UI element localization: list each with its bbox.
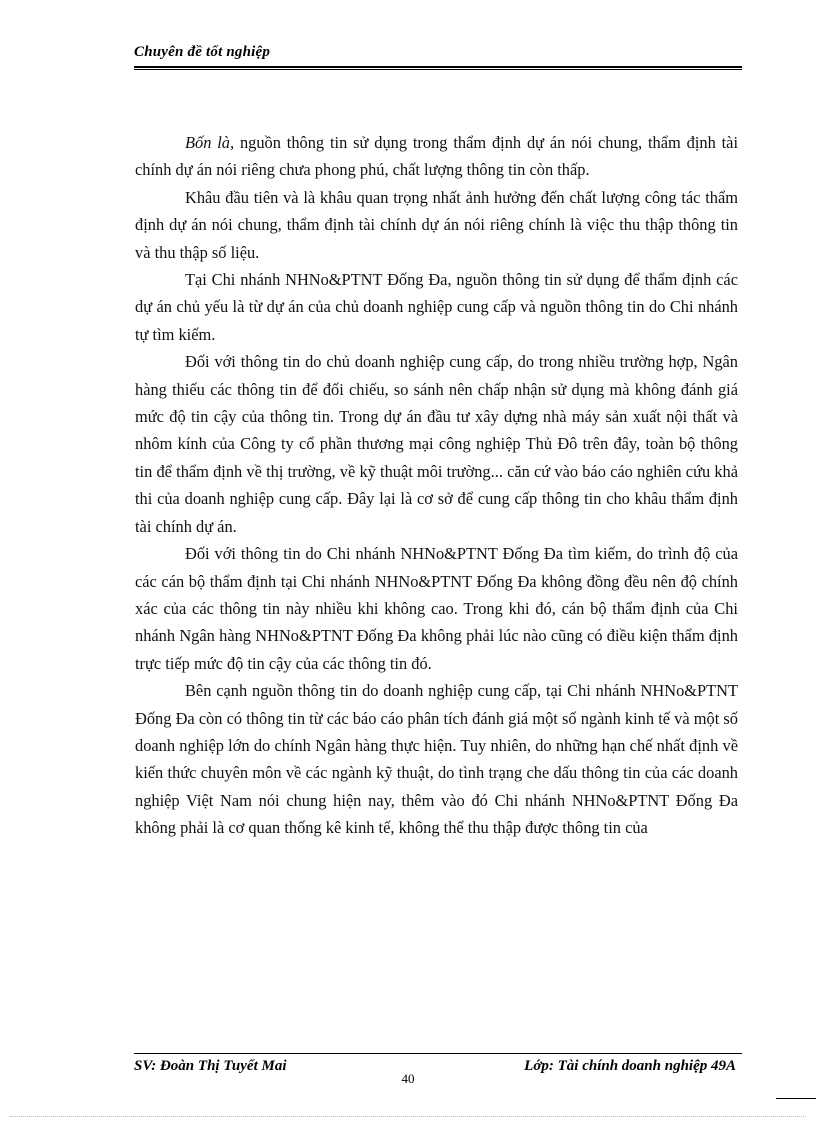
header-divider [134, 66, 742, 68]
paragraph-4: Đối với thông tin do chủ doanh nghiệp cung cấp, do trong nhiều trường hợp, Ngân hàng thiếu các thông tin để đối chiếu, so sánh nên chấp nhận sử dụng mà không đánh giá mức độ tin cậy của thông tin. Trong dự án đầu tư xây dựng nhà máy sản xuất nội thất và nhôm kính của Công ty cổ phần thương mại công nghiệp Thủ Đô trên đây, toàn bộ thông tin để thẩm định về thị trường, về kỹ thuật môi trường... căn cứ vào báo cáo nghiên cứu khả thi của doanh nghiệp cung cấp. Đây lại là cơ sở để cung cấp thông tin cho khâu thẩm định tài chính dự án. [135, 352, 738, 536]
page-number: 40 [401, 1071, 415, 1086]
header-divider-thin [134, 69, 742, 70]
footer-student: SV: Đoàn Thị Tuyết Mai [134, 1058, 287, 1074]
paragraph-1 [135, 129, 738, 184]
paragraph-3: Tại Chi nhánh NHNo&PTNT Đống Đa, nguồn thông tin sử dụng để thẩm định các dự án chủ yếu là từ dự án của chủ doanh nghiệp cung cấp và nguồn thông tin do Chi nhánh tự tìm kiếm. [135, 270, 738, 344]
footer-divider [134, 1053, 742, 1054]
paragraph-2: Khâu đầu tiên và là khâu quan trọng nhất ảnh hưởng đến chất lượng công tác thẩm định dự án nói chung, thẩm định tài chính dự án nói riêng chính là việc thu thập thông tin và thu thập số liệu. [135, 187, 738, 262]
paragraph-1-lead: Bốn là, [185, 133, 235, 152]
paragraph-6: Bên cạnh nguồn thông tin do doanh nghiệp cung cấp, tại Chi nhánh NHNo&PTNT Đống Đa còn có thông tin từ các báo cáo phân tích đánh giá một số ngành kinh tế và một số doanh nghiệp lớn do chính Ngân hàng thực hiện. Tuy nhiên, do những hạn chế nhất định về kiến thức chuyên môn về các ngành kỹ thuật, do tình trạng che dấu thông tin của các doanh nghiệp Việt Nam nói chung hiện nay, thêm vào đó Chi nhánh NHNo&PTNT Đống Đa không phải là cơ quan thống kê kinh tế, không thể thu thập được thông tin của [135, 681, 738, 838]
header-title: Chuyên đề tốt nghiệp [134, 44, 271, 60]
body-text [135, 129, 738, 842]
edge-mark [776, 1098, 816, 1099]
footer-class: Lớp: Tài chính doanh nghiệp 49A [524, 1058, 736, 1074]
paragraph-1-text: nguồn thông tin sử dụng trong thẩm định dự án nói chung, thẩm định tài chính dự án nói riêng chưa phong phú, chất lượng thông tin còn thấp. [135, 133, 738, 180]
page-bottom-dotted-line [10, 1116, 806, 1117]
paragraph-5: Đối với thông tin do Chi nhánh NHNo&PTNT Đống Đa tìm kiếm, do trình độ của các cán bộ thẩm định tại Chi nhánh NHNo&PTNT Đống Đa không đồng đều nên độ chính xác của các thông tin này nhiều khi không cao. Trong khi đó, cán bộ thẩm định của Chi nhánh Ngân hàng NHNo&PTNT Đống Đa không phải lúc nào cũng có điều kiện thẩm định trực tiếp mức độ tin cậy của các thông tin đó. [135, 544, 738, 673]
